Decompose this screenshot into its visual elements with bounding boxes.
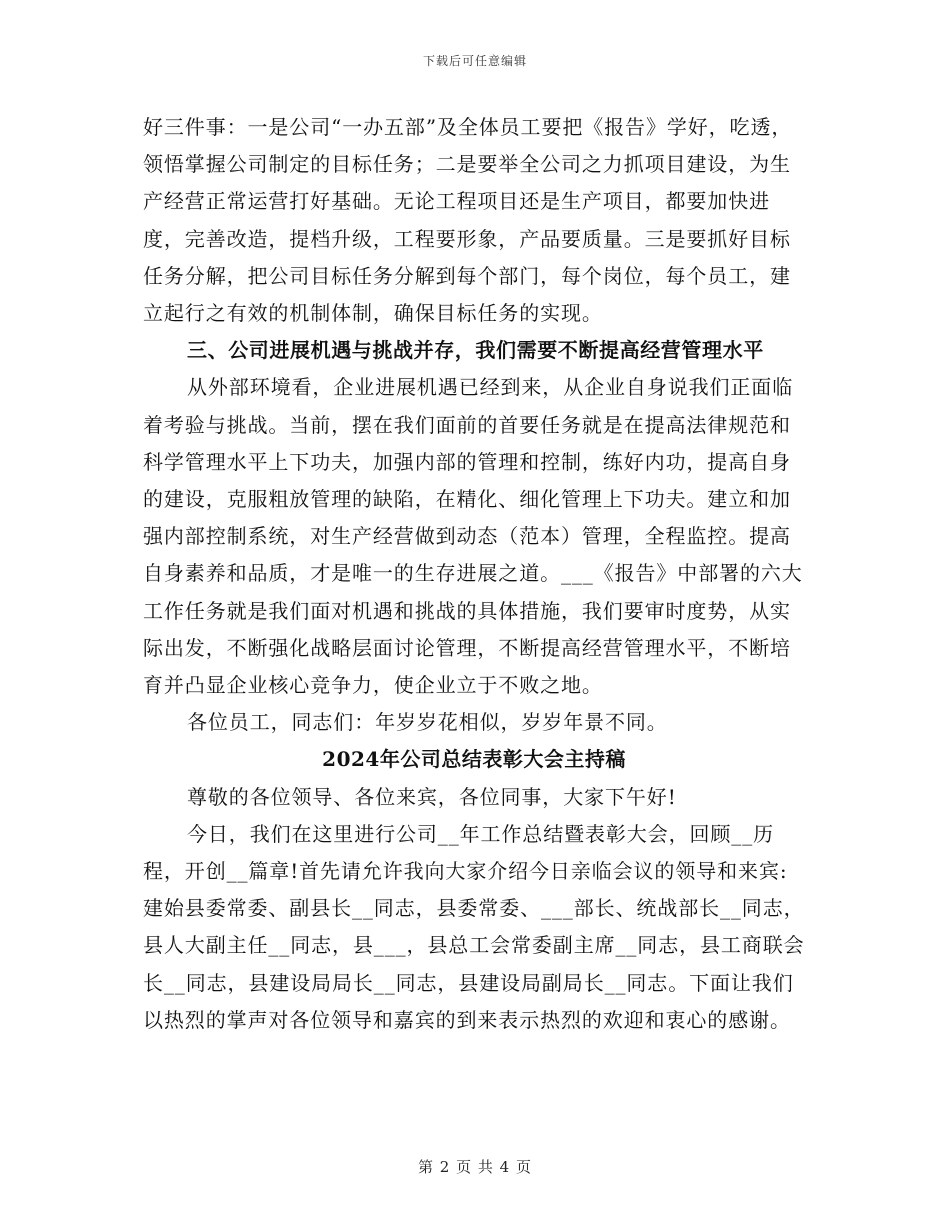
page-header-note: 下载后可任意编辑: [422, 54, 527, 68]
page-number-footer: 第 2 页 共 4 页: [418, 1158, 532, 1176]
paragraph-closing: 各位员工，同志们：年岁岁花相似，岁岁年景不同。: [187, 710, 668, 735]
paragraph-continuation: 好三件事：一是公司“一办五部”及全体员工要把《报告》学好，吃透，领悟掌握公司制定的目标任务；二是要举全公司之力抓项目建设，为生产经营正常运营打好基础。无论工程项目还是生产项目，都要加快进度，完善改造，提档升级，工程要形象，产品要质量。三是要抓好目标任务分解，把公司目标任务分解到每个部门，每个岗位，每个员工，建立起行之有效的机制体制，确保目标任务的实现。: [143, 115, 793, 326]
section-heading-3: 三、公司进展机遇与挑战并存，我们需要不断提高经营管理水平: [187, 338, 764, 363]
paragraph-greeting: 尊敬的各位领导、各位来宾，各位同事，大家下午好!: [187, 784, 677, 809]
paragraph-opportunities: 从外部环境看，企业进展机遇已经到来，从企业自身说我们正面临着考验与挑战。当前，摆在我们面前的首要任务就是在提高法律规范和科学管理水平上下功夫，加强内部的管理和控制，练好内功，提高自身的建设，克服粗放管理的缺陷，在精化、细化管理上下功夫。建立和加强内部控制系统，对生产经营做到动态（范本）管理，全程监控。提高自身素养和品质，才是唯一的生存进展之道。___《报告》中部署的六大工作任务就是我们面对机遇和挑战的具体措施，我们要审时度势，从实际出发，不断强化战略层面讨论管理，不断提高经营管理水平，不断培育并凸显企业核心竞争力，使企业立于不败之地。: [143, 375, 803, 698]
document-body: [143, 109, 805, 1039]
document-title: 2024年公司总结表彰大会主持稿: [322, 747, 626, 772]
paragraph-introduction: 今日，我们在这里进行公司__年工作总结暨表彰大会，回顾__历程，开创__篇章!首先请允许我向大家介绍今日亲临会议的领导和来宾:建始县委常委、副县长__同志，县委常委、___部长、统战部长__同志，县人大副主任__同志，县___，县总工会常委副主席__同志，县工商联会长__同志，县建设局局长__同志，县建设局副局长__同志。下面让我们以热烈的掌声对各位领导和嘉宾的到来表示热烈的欢迎和衷心的感谢。: [143, 821, 805, 1032]
